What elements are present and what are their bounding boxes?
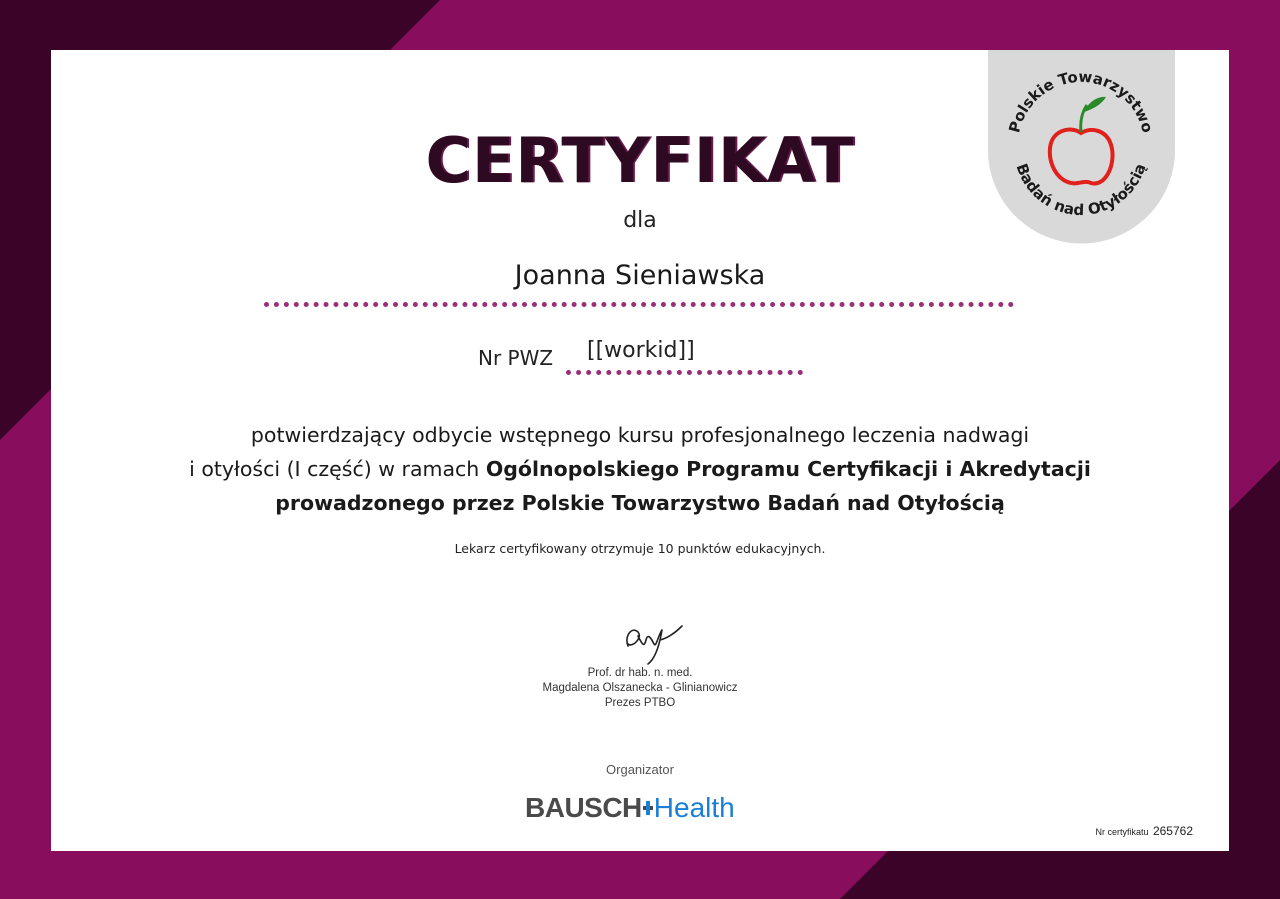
signer-role: Prezes PTBO — [604, 697, 676, 709]
points-note: Lekarz certyfikowany otrzymuje 10 punktów edukacyjnych. — [454, 541, 826, 556]
organizer-society: prowadzonego przez Polskie Towarzystwo Badań nad Otyłością — [275, 491, 1005, 515]
organizer-label: Organizator — [606, 762, 674, 777]
handwritten-signature — [618, 618, 688, 668]
signer-title: Prof. dr hab. n. med. — [587, 667, 693, 679]
pwz-dotted-line — [566, 364, 803, 375]
certificate-number-label: Nr certyfikatu — [1095, 827, 1149, 837]
recipient-name: Joanna Sieniawska — [514, 260, 766, 291]
certificate-sheet — [51, 50, 1229, 851]
seal-bottom-text: Badań nad Otyłością — [1012, 161, 1150, 220]
certificate-number-value: 265762 — [1152, 824, 1193, 838]
bausch-health-logo: BAUSCH Health — [525, 792, 735, 823]
body-line-1: potwierdzający odbycie wstępnego kursu profesjonalnego leczenia nadwagi — [250, 423, 1030, 447]
signer-name: Magdalena Olszanecka - Glinianowicz — [542, 682, 738, 694]
for-label: dla — [623, 208, 657, 233]
certificate-body — [51, 418, 1229, 520]
signer-block — [51, 666, 1229, 711]
pwz-value: [[workid]] — [587, 338, 695, 363]
body-line-2 — [51, 452, 1229, 486]
program-name: Ogólnopolskiego Programu Certyfikacji i Akredytacji — [485, 457, 1091, 481]
body-line-2-prefix: i otyłości (I część) w ramach — [189, 457, 486, 481]
certificate-title: CERTYFIKAT — [425, 124, 855, 197]
body-line-3 — [51, 486, 1229, 520]
name-dotted-line — [264, 296, 1014, 307]
pwz-label: Nr PWZ — [478, 346, 554, 370]
certificate-number — [1095, 822, 1193, 840]
seal-top-text: Polskie Towarzystwo — [1005, 67, 1157, 135]
